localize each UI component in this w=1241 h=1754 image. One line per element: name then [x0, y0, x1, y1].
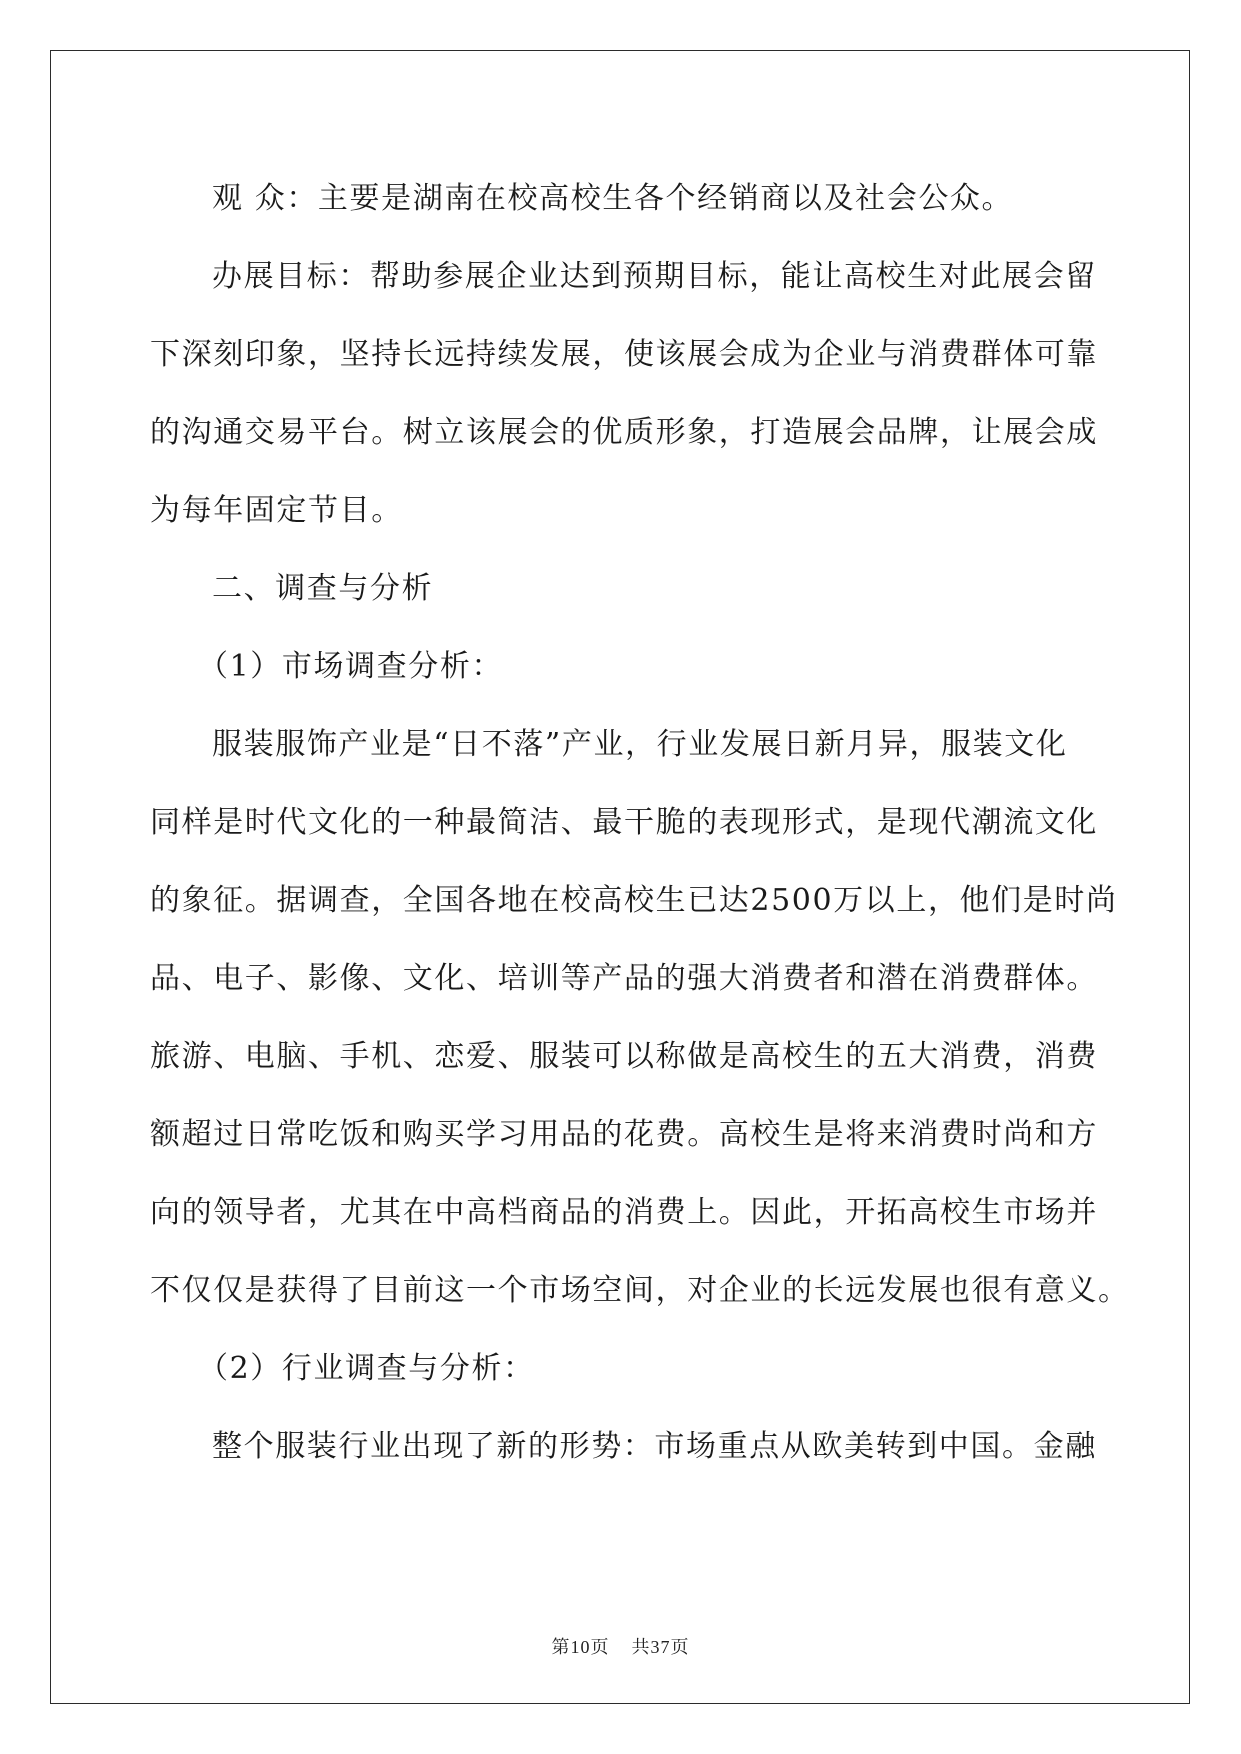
market-paragraph-line-6: 额超过日常吃饭和购买学习用品的花费。高校生是将来消费时尚和方 [150, 1117, 1098, 1152]
goal-paragraph-line-1: 办展目标：帮助参展企业达到预期目标，能让高校生对此展会留 [212, 259, 1097, 294]
page-number: 第10页 [551, 1637, 610, 1657]
market-paragraph-line-8: 不仅仅是获得了目前这一个市场空间，对企业的长远发展也很有意义。 [150, 1273, 1130, 1308]
audience-line: 观 众：主要是湖南在校高校生各个经销商以及社会公众。 [212, 181, 1014, 216]
market-paragraph-line-5: 旅游、电脑、手机、恋爱、服装可以称做是高校生的五大消费，消费 [150, 1039, 1098, 1074]
market-paragraph-line-4: 品、电子、影像、文化、培训等产品的强大消费者和潜在消费群体。 [150, 961, 1098, 996]
market-paragraph-line-2: 同样是时代文化的一种最简洁、最干脆的表现形式，是现代潮流文化 [150, 805, 1098, 840]
subsection-heading-industry: （2）行业调查与分析： [198, 1351, 535, 1386]
goal-paragraph-line-2: 下深刻印象，坚持长远持续发展，使该展会成为企业与消费群体可靠 [150, 337, 1098, 372]
goal-paragraph-line-4: 为每年固定节目。 [150, 493, 403, 528]
page-footer [0, 1633, 1241, 1659]
market-paragraph-line-1: 服装服饰产业是“日不落”产业，行业发展日新月异，服装文化 [212, 727, 1068, 762]
market-paragraph-line-7: 向的领导者，尤其在中高档商品的消费上。因此，开拓高校生市场并 [150, 1195, 1098, 1230]
subsection-heading-market: （1）市场调查分析： [198, 649, 504, 684]
market-paragraph-line-3: 的象征。据调查，全国各地在校高校生已达2500万以上，他们是时尚 [150, 883, 1118, 918]
section-heading: 二、调查与分析 [212, 571, 434, 606]
goal-paragraph-line-3: 的沟通交易平台。树立该展会的优质形象，打造展会品牌，让展会成 [150, 415, 1098, 450]
industry-paragraph-line-1: 整个服装行业出现了新的形势：市场重点从欧美转到中国。金融 [212, 1429, 1097, 1464]
page-total: 共37页 [631, 1637, 690, 1657]
document-body [150, 160, 1130, 1486]
